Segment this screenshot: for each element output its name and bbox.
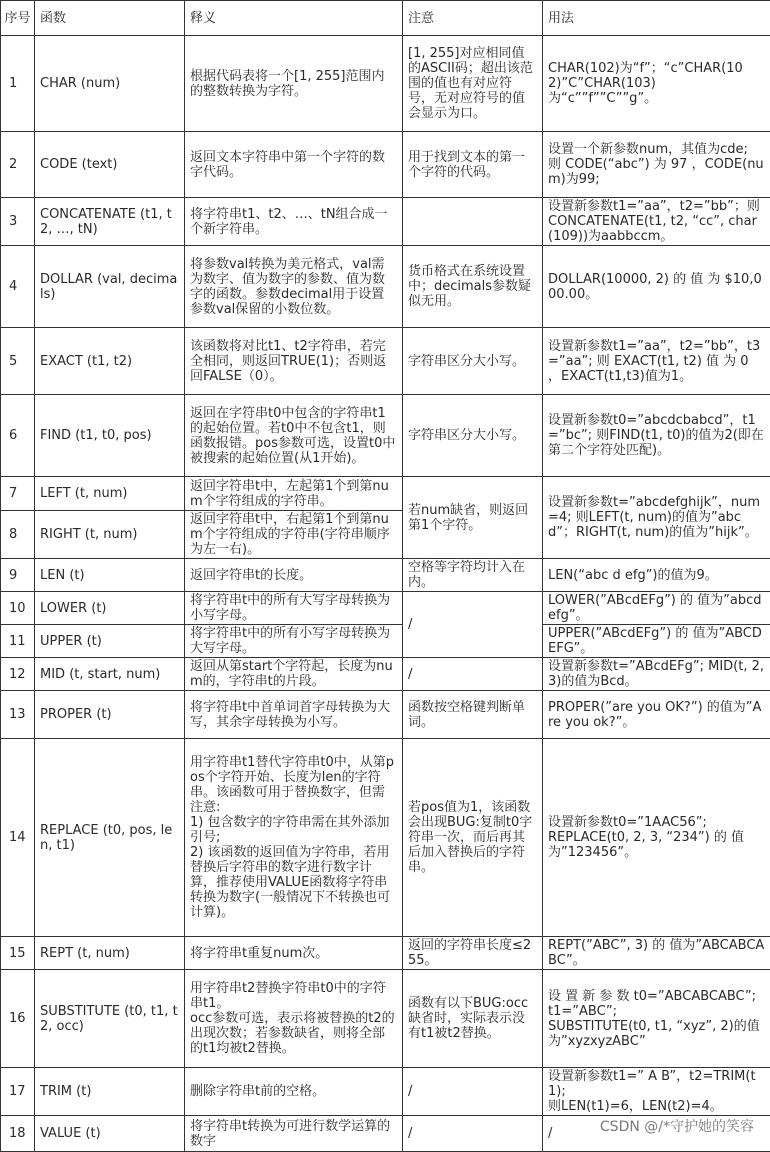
row-usage: 设置新参数t0=”1AAC56”; REPLACE(t0, 2, 3, “234”) 的 值为”123456”。 (543, 739, 770, 937)
row-no: 9 (1, 559, 35, 592)
table-row (1, 328, 770, 395)
table-row (1, 132, 770, 198)
row-usage: REPT(”ABC”, 3) 的 值为”ABCABCABC”。 (543, 937, 770, 970)
row-description: 将参数val转换为美元格式，val需为数字、值为数字的参数、值为数字的函数。参数decimal用于设置参数val保留的小数位数。 (185, 246, 403, 328)
row-usage: 设置一个新参数num，其值为cde; 则 CODE(“abc”) 为 97 ，CODE(num)为99; (543, 132, 770, 198)
table-row (1, 36, 770, 132)
table-row (1, 691, 770, 739)
row-description: 返回字符串t中，右起第1个到第num个字符组成的字符串(字符串顺序为左一右)。 (185, 511, 403, 559)
row-usage: 设置新参数t=”abcdefghijk”，num=4; 则LEFT(t, num)的值为”abcd”；RIGHT(t, num)的值为”hijk”。 (543, 477, 770, 559)
table-row (1, 395, 770, 477)
table-row (1, 559, 770, 592)
row-description: 将字符串t1、t2、…、tN组合成一个新字符串。 (185, 198, 403, 246)
row-note: 函数有以下BUG:occ缺省时，实际表示没有t1被t2替换。 (403, 970, 543, 1068)
row-function: LEFT (t, num) (35, 477, 185, 511)
row-function: CHAR (num) (35, 36, 185, 132)
row-no: 15 (1, 937, 35, 970)
table-row (1, 1068, 770, 1116)
row-no: 16 (1, 970, 35, 1068)
row-description: 将字符串t中的所有大写字母转换为小写字母。 (185, 592, 403, 625)
row-note: 字符串区分大小写。 (403, 395, 543, 477)
row-function: SUBSTITUTE (t0, t1, t2, occ) (35, 970, 185, 1068)
row-description: 返回字符串t中，左起第1个到第num个字符组成的字符串。 (185, 477, 403, 511)
row-usage: / (543, 1116, 770, 1152)
row-function: EXACT (t1, t2) (35, 328, 185, 395)
row-description: 该函数将对比t1、t2字符串，若完全相同，则返回TRUE(1)；否则返回FALSE（0）。 (185, 328, 403, 395)
row-no: 4 (1, 246, 35, 328)
row-usage: 设置新参数t1=” A B”，t2=TRIM(t1); 则LEN(t1)=6，LEN(t2)=4。 (543, 1068, 770, 1116)
table-row (1, 658, 770, 691)
row-function: CODE (text) (35, 132, 185, 198)
row-function: REPT (t, num) (35, 937, 185, 970)
table-row (1, 198, 770, 246)
row-note: 若pos值为1，该函数会出现BUG:复制t0字符串一次，而后再其后加入替换后的字符串。 (403, 739, 543, 937)
row-note: / (403, 1116, 543, 1152)
row-function: VALUE (t) (35, 1116, 185, 1152)
row-usage: LEN(“abc d efg”)的值为9。 (543, 559, 770, 592)
table-row (1, 477, 770, 511)
row-function: MID (t, start, num) (35, 658, 185, 691)
row-function: RIGHT (t, num) (35, 511, 185, 559)
header-function: 函数 (35, 1, 185, 36)
row-no: 7 (1, 477, 35, 511)
row-no: 14 (1, 739, 35, 937)
row-function: DOLLAR (val, decimals) (35, 246, 185, 328)
row-usage: 设置新参数t0=”abcdcbabcd”，t1=”bc”; 则FIND(t1, t0)的值为2(即在第二个字符处匹配)。 (543, 395, 770, 477)
row-usage: DOLLAR(10000, 2) 的 值 为 $10,000.00。 (543, 246, 770, 328)
row-description: 删除字符串t前的空格。 (185, 1068, 403, 1116)
row-function: CONCATENATE (t1, t2, …, tN) (35, 198, 185, 246)
table-row (1, 625, 770, 658)
row-no: 1 (1, 36, 35, 132)
row-usage: CHAR(102)为“f”；“c”CHAR(102)”C”CHAR(103)为“c””f””C””g”。 (543, 36, 770, 132)
row-function: REPLACE (t0, pos, len, t1) (35, 739, 185, 937)
row-description: 将字符串t转换为可进行数学运算的数字 (185, 1116, 403, 1152)
header-no: 序号 (1, 1, 35, 36)
row-no: 13 (1, 691, 35, 739)
header-description: 释义 (185, 1, 403, 36)
row-no: 11 (1, 625, 35, 658)
row-description: 返回在字符串t0中包含的字符串t1的起始位置。若t0中不包含t1，则函数报错。pos参数可选，设置t0中被搜索的起始位置(从1开始)。 (185, 395, 403, 477)
row-note: [1, 255]对应相同值的ASCII码；超出该范围的值也有对应符号，无对应符号的值会显示为口。 (403, 36, 543, 132)
row-function: UPPER (t) (35, 625, 185, 658)
row-function: LEN (t) (35, 559, 185, 592)
row-description: 用字符串t1替代字符串t0中，从第pos个字符开始、长度为len的字符串。该函数可用于替换数字，但需注意: 1) 包含数字的字符串需在其外添加引号; 2) 该函数的返回值为字符串，若用替换后字符串的数字进行数字计算，推荐使用VALUE函数将字符串转换为数字(一般情况下不转换也可计算)。 (185, 739, 403, 937)
row-note: 用于找到文本的第一个字符的代码。 (403, 132, 543, 198)
row-note: 货币格式在系统设置中；decimals参数疑似无用。 (403, 246, 543, 328)
row-function: FIND (t1, t0, pos) (35, 395, 185, 477)
row-usage: PROPER(”are you OK?”) 的值为”Are you ok?”。 (543, 691, 770, 739)
row-description: 返回从第start个字符起，长度为num的，字符串t的片段。 (185, 658, 403, 691)
watermark: CSDN @/*守护她的笑容 (598, 1116, 756, 1136)
row-usage: 设置新参数t1=”aa”，t2=”bb”；则 CONCATENATE(t1, t2, “cc”, char(109))为aabbccm。 (543, 198, 770, 246)
table-row (1, 739, 770, 937)
row-note: 返回的字符串长度≤255。 (403, 937, 543, 970)
row-no: 5 (1, 328, 35, 395)
row-description: 将字符串t中的所有小写字母转换为大写字母。 (185, 625, 403, 658)
header-usage: 用法 (543, 1, 770, 36)
row-description: 将字符串t中首单词首字母转换为大写，其余字母转换为小写。 (185, 691, 403, 739)
row-function: PROPER (t) (35, 691, 185, 739)
row-note: 字符串区分大小写。 (403, 328, 543, 395)
header-row (1, 1, 770, 36)
row-no: 12 (1, 658, 35, 691)
table-row (1, 937, 770, 970)
row-description: 用字符串t2替换字符串t0中的字符串t1。 occ参数可选，表示将被替换的t2的出现次数；若参数缺省，则将全部的t1均被t2替换。 (185, 970, 403, 1068)
row-note: 若num缺省，则返回第1个字符。 (403, 477, 543, 559)
row-description: 根据代码表将一个[1, 255]范围内的整数转换为字符。 (185, 36, 403, 132)
row-usage: LOWER(”ABcdEFg”) 的 值为”abcdefg”。 (543, 592, 770, 625)
row-usage: UPPER(”ABcdEFg”) 的 值为”ABCDEFG”。 (543, 625, 770, 658)
row-usage: 设置新参数t=”ABcdEFg”; MID(t, 2, 3)的值为Bcd。 (543, 658, 770, 691)
row-note: / (403, 1068, 543, 1116)
row-note (403, 198, 543, 246)
row-function: TRIM (t) (35, 1068, 185, 1116)
row-no: 3 (1, 198, 35, 246)
row-description: 返回字符串t的长度。 (185, 559, 403, 592)
row-usage: 设置新参数t1=”aa”，t2=”bb”，t3=”aa”; 则 EXACT(t1, t2) 值 为 0 ，EXACT(t1,t3)值为1。 (543, 328, 770, 395)
row-no: 10 (1, 592, 35, 625)
row-no: 2 (1, 132, 35, 198)
row-usage: 设 置 新 参 数 t0=”ABCABCABC”; t1=”ABC”; SUBSTITUTE(t0, t1, “xyz”, 2)的值为”xyzxyzABC” (543, 970, 770, 1068)
header-note: 注意 (403, 1, 543, 36)
row-no: 18 (1, 1116, 35, 1152)
row-description: 将字符串t重复num次。 (185, 937, 403, 970)
row-no: 8 (1, 511, 35, 559)
row-function: LOWER (t) (35, 592, 185, 625)
row-note: 函数按空格键判断单词。 (403, 691, 543, 739)
row-no: 6 (1, 395, 35, 477)
row-note: 空格等字符均计入在内。 (403, 559, 543, 592)
table-row (1, 246, 770, 328)
table-row (1, 592, 770, 625)
row-note: / (403, 592, 543, 658)
row-description: 返回文本字符串中第一个字符的数字代码。 (185, 132, 403, 198)
table-row (1, 970, 770, 1068)
row-note: / (403, 658, 543, 691)
row-no: 17 (1, 1068, 35, 1116)
